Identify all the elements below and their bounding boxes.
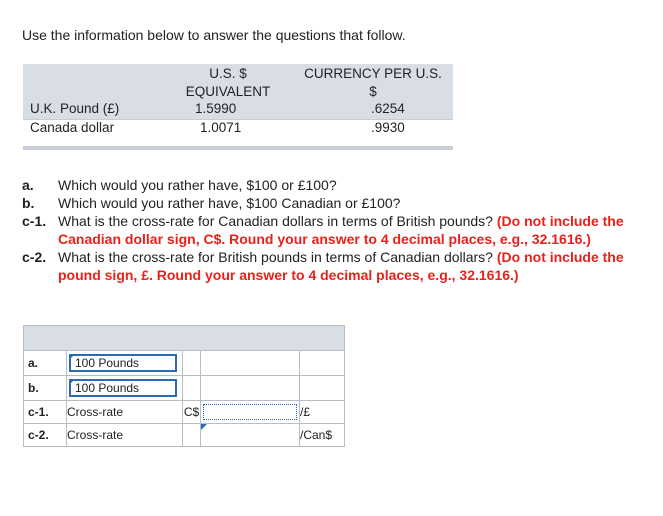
us-equivalent-value: 1.5990 [195,101,237,116]
rate-row-uk [23,101,453,119]
answer-table-header [24,326,345,351]
currency-name: U.K. Pound (£) [30,101,120,116]
question-label: a. [22,177,34,193]
input-marker-icon [201,424,207,430]
cross-rate-label: Cross-rate [67,401,183,424]
answer-row-c1 [24,401,345,424]
row-label: c-2. [24,424,67,447]
answer-row-b [24,376,345,401]
currency-name: Canada dollar [30,120,115,135]
question-label: c-1. [22,213,47,229]
unit-label: /Can$ [300,424,345,447]
header-currency-per-us: CURRENCY PER U.S. $ [304,66,442,99]
question-label: b. [22,195,35,211]
question-c1 [22,212,642,248]
input-focus-outline [203,404,297,420]
question-b [22,194,642,212]
answer-table [23,325,345,447]
rate-table-header [23,64,453,119]
intro-text: Use the information below to answer the questions that follow. [22,27,406,43]
question-text: What is the cross-rate for Canadian dollars in terms of British pounds? [58,213,497,229]
row-label: a. [24,351,67,376]
instruction-note: (Do not include the pound sign, £. Round your answer to 4 decimal places, e.g., 32.1616.) [58,249,624,283]
cross-rate-input-c1[interactable] [201,401,300,424]
row-label: b. [24,376,67,401]
question-text: Which would you rather have, $100 or £100? [58,177,337,193]
instruction-note: (Do not include the Canadian dollar sign, C$. Round your answer to 4 decimal places, e.g., 32.1616.) [58,213,624,247]
unit-label: /£ [300,401,345,424]
cross-rate-input-c2[interactable] [201,424,300,447]
per-us-value: .6254 [371,101,405,116]
header-us-equivalent: U.S. $ EQUIVALENT [185,66,271,99]
rate-row-canada [23,120,453,138]
us-equivalent-value: 1.0071 [200,120,242,135]
question-list [22,176,642,284]
question-text: Which would you rather have, $100 Canadian or £100? [58,195,401,211]
question-text: What is the cross-rate for British pounds in terms of Canadian dollars? [58,249,497,265]
cross-rate-label: Cross-rate [67,424,183,447]
answer-select-a[interactable]: 100 Pounds [69,354,177,372]
question-c2 [22,248,642,284]
table-bottom-rule [23,146,453,150]
answer-row-a [24,351,345,376]
currency-prefix [183,424,201,447]
per-us-value: .9930 [371,120,405,135]
question-a [22,176,642,194]
row-label: c-1. [24,401,67,424]
answer-select-b[interactable]: 100 Pounds [69,379,177,397]
exchange-rate-table [23,64,453,135]
currency-prefix: C$ [183,401,201,424]
question-label: c-2. [22,249,47,265]
answer-row-c2 [24,424,345,447]
